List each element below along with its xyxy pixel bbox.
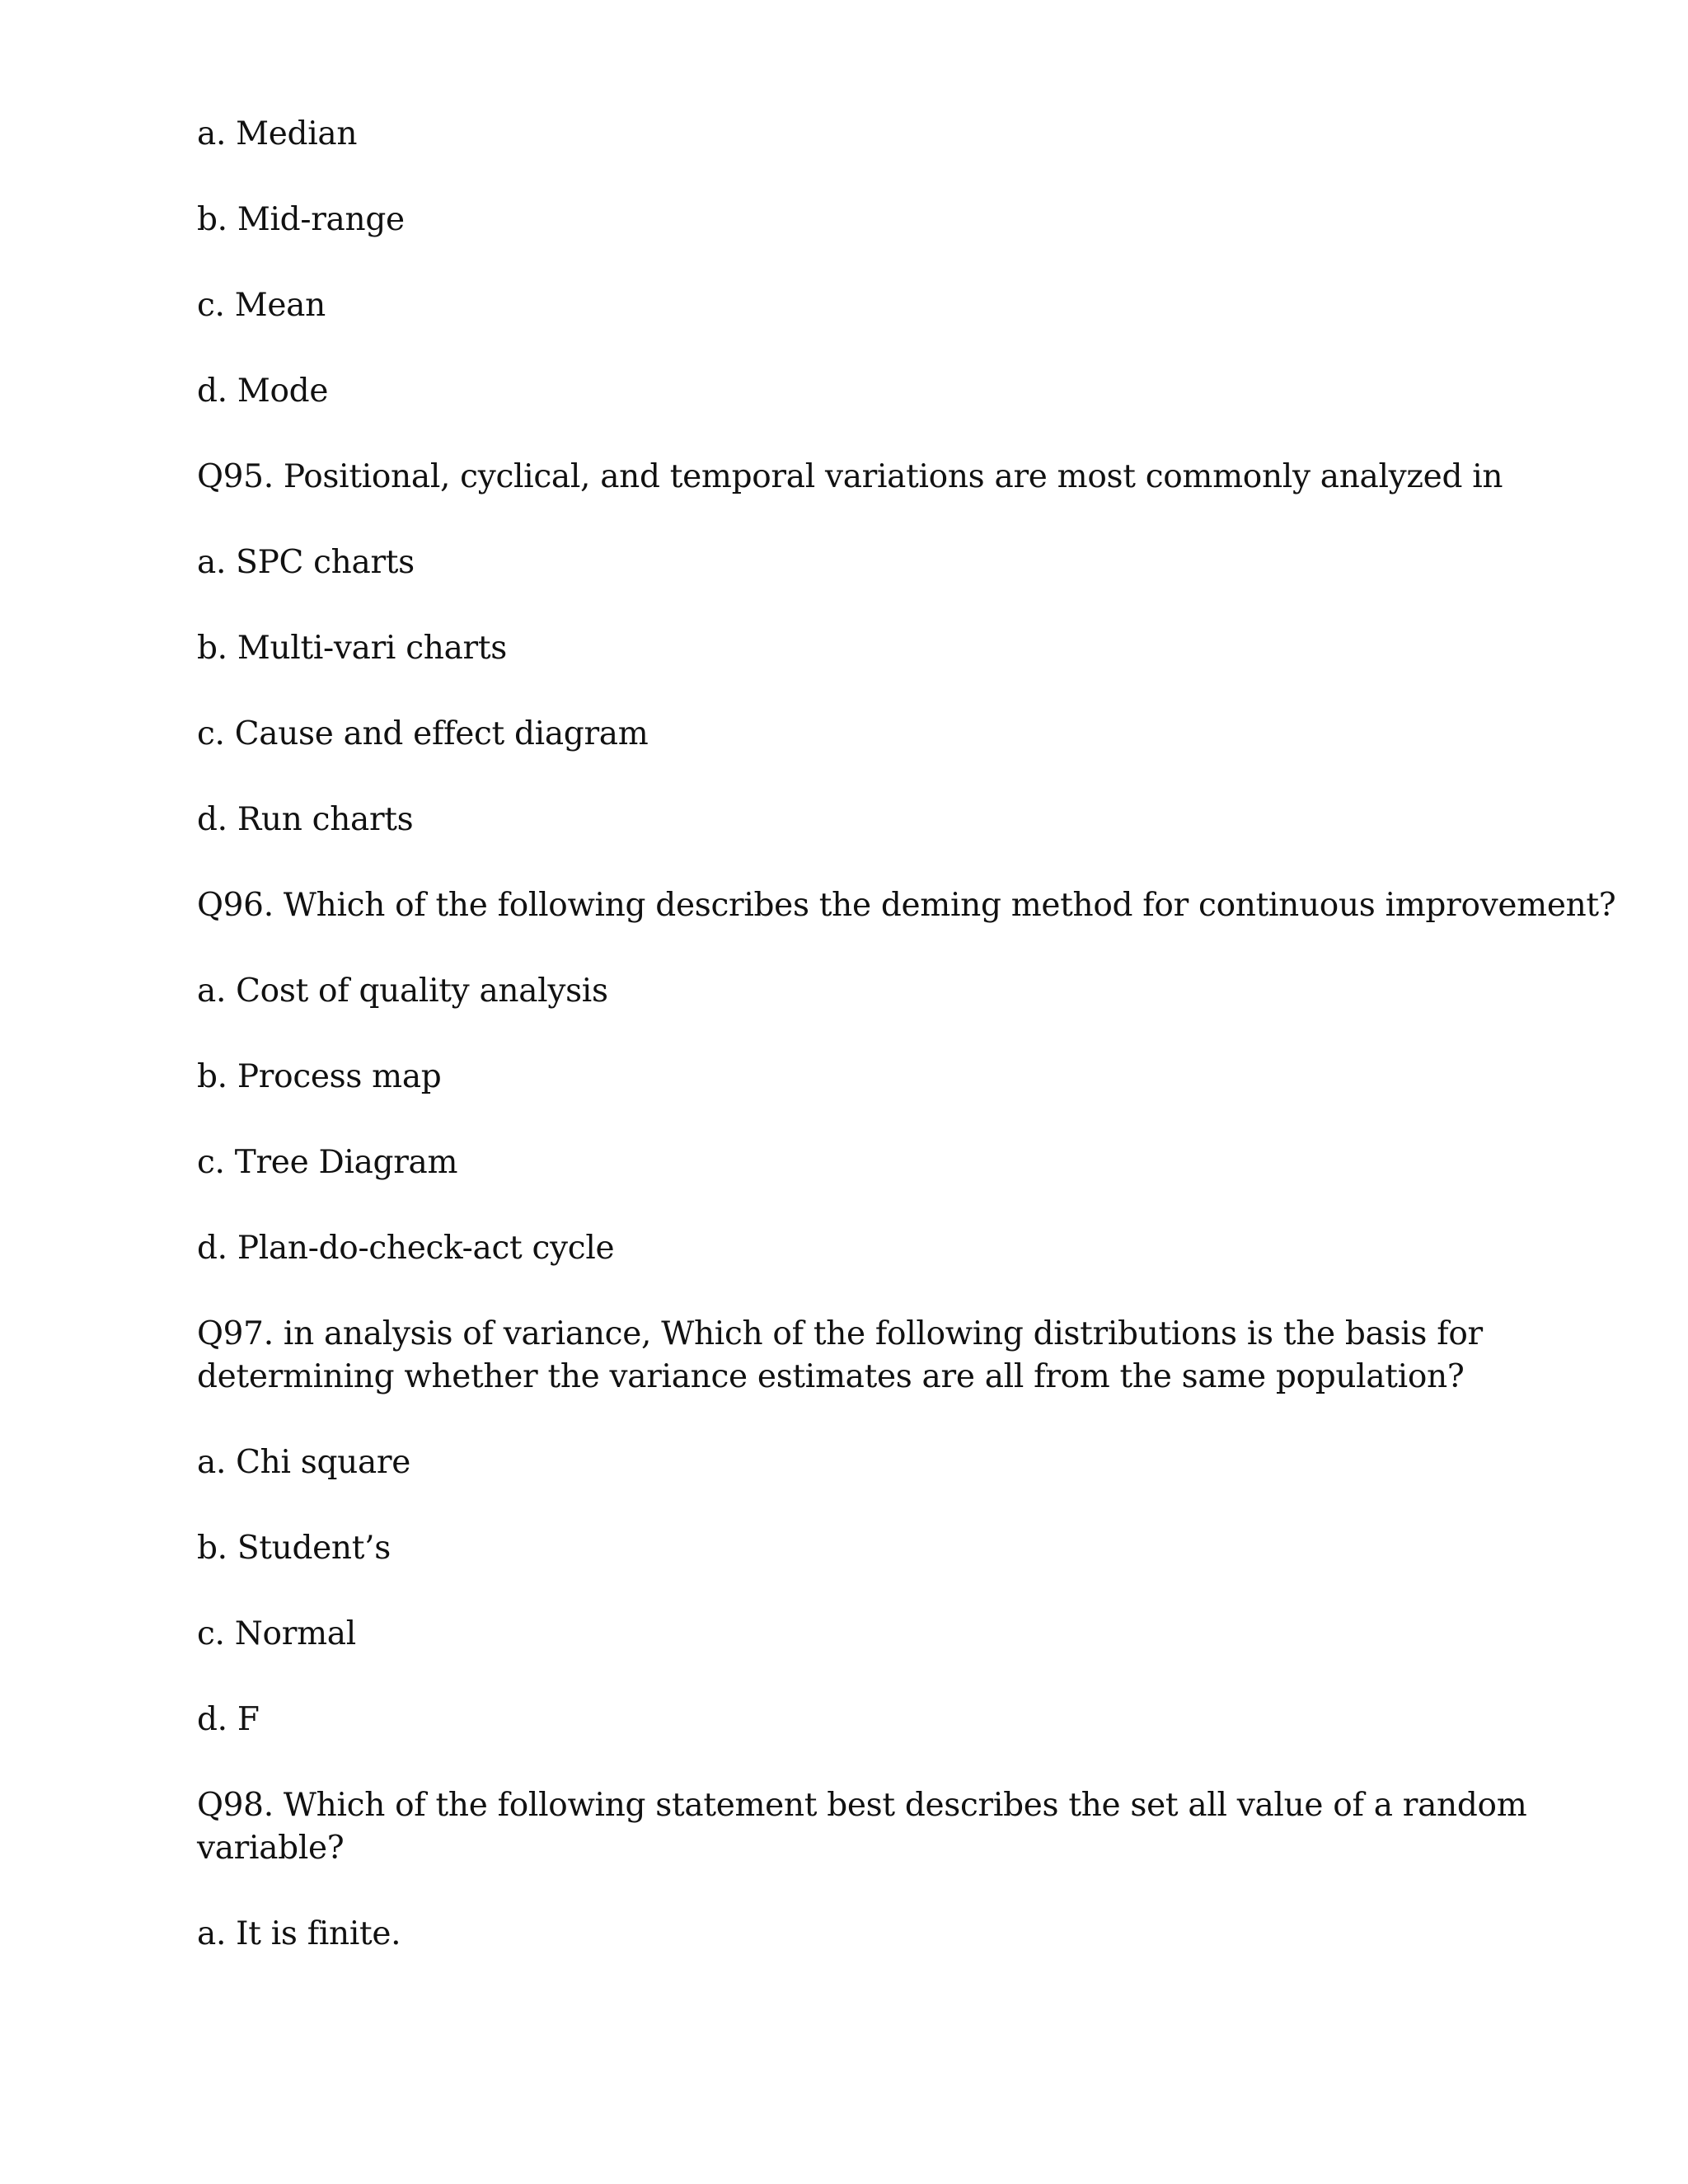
- q98-question-line-1: Q98. Which of the following statement best describes the set all value of a random: [197, 1787, 1527, 1824]
- q97-option-c: c. Normal: [197, 1615, 356, 1652]
- q96-option-b: b. Process map: [197, 1058, 442, 1095]
- q95-option-b: b. Multi-vari charts: [197, 630, 507, 667]
- q95-option-c: c. Cause and effect diagram: [197, 715, 649, 752]
- q94-option-c: c. Mean: [197, 287, 326, 324]
- q96-question: Q96. Which of the following describes the deming method for continuous improvement?: [197, 887, 1616, 924]
- q95-question: Q95. Positional, cyclical, and temporal variations are most commonly analyzed in: [197, 458, 1503, 495]
- q94-option-b: b. Mid-range: [197, 201, 405, 238]
- q95-option-a: a. SPC charts: [197, 544, 415, 581]
- q98-question-line-2: variable?: [197, 1830, 345, 1867]
- q97-option-d: d. F: [197, 1701, 260, 1738]
- q97-option-b: b. Student’s: [197, 1530, 391, 1567]
- q97-option-a: a. Chi square: [197, 1444, 411, 1481]
- q97-question-line-2: determining whether the variance estimates are all from the same population?: [197, 1358, 1465, 1395]
- q96-option-d: d. Plan-do-check-act cycle: [197, 1230, 615, 1267]
- q96-option-c: c. Tree Diagram: [197, 1144, 458, 1181]
- q94-option-d: d. Mode: [197, 373, 329, 410]
- q96-option-a: a. Cost of quality analysis: [197, 972, 608, 1010]
- q94-option-a: a. Median: [197, 115, 358, 152]
- q97-question-line-1: Q97. in analysis of variance, Which of the following distributions is the basis for: [197, 1315, 1483, 1352]
- q95-option-d: d. Run charts: [197, 801, 414, 838]
- q98-option-a: a. It is finite.: [197, 1915, 401, 1952]
